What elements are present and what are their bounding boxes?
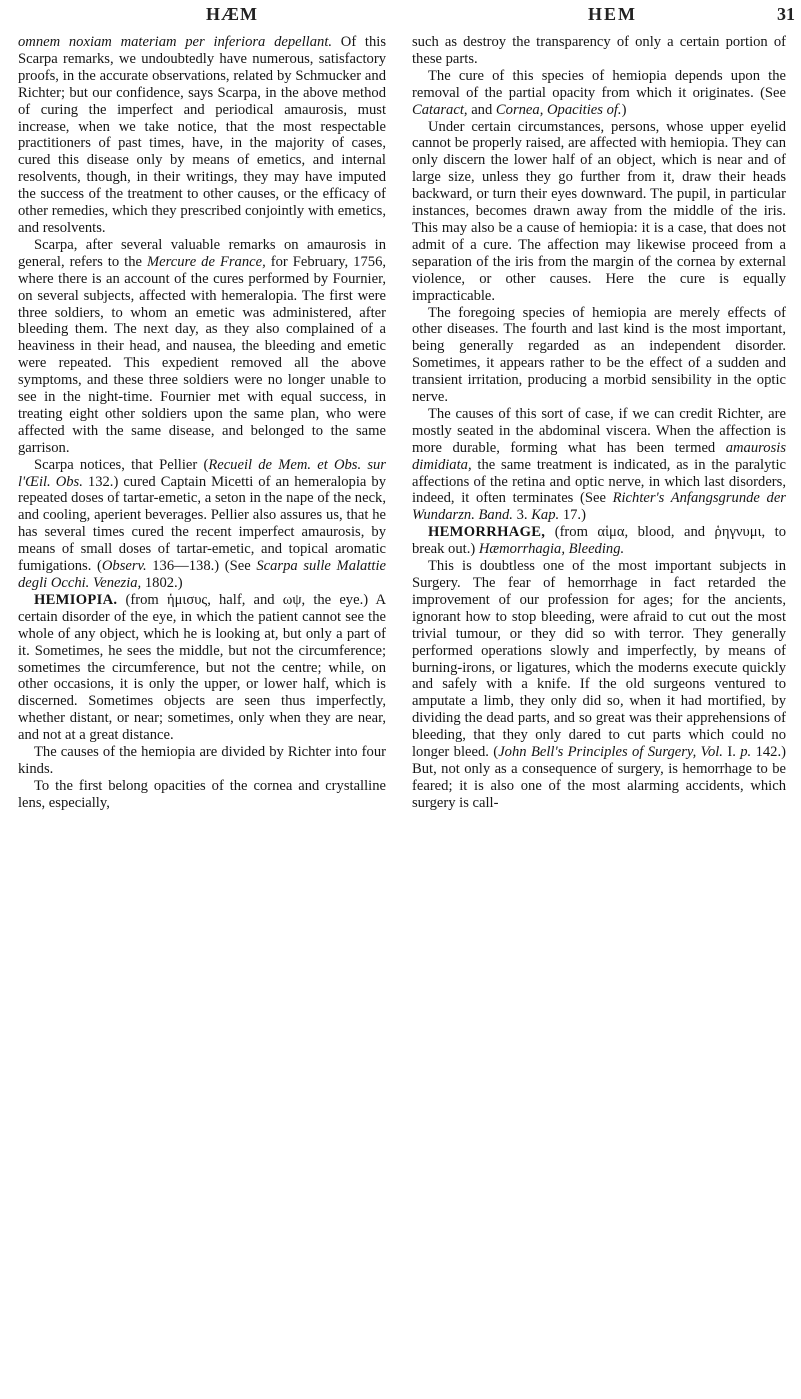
text-run: Under certain circumstances, persons, whose upper eyelid cannot be properly raised, are affected with hemiopia. They can only discern the lower half of an object, which is near and of large size, unless they go further from it, draw their heads backward, or turn their eyes downward. The pupil, in particular instances, becomes drawn away from the middle of the iris. This may also be a cause of hemiopia: it is a case, that does not admit of a cure. The affection may likewise proceed from a separation of the iris from the margin of the cornea by external violence, or other causes. Here the cure is equally impracticable. [412, 118, 786, 304]
entry-headword: HEMIOPIA. [34, 591, 118, 608]
italic-text: Recueil de Mem. et Obs. sur l'Œil. Obs. [18, 456, 386, 490]
paragraph [18, 34, 386, 237]
italic-text: Cataract, [412, 101, 468, 118]
paragraph [18, 237, 386, 457]
paragraph [412, 34, 786, 68]
italic-text: Mercure de France, [147, 253, 266, 270]
text-run: 3. [512, 507, 532, 524]
paragraph [18, 457, 386, 592]
header-right-word: HEM [588, 4, 637, 24]
text-run: The foregoing species of hemiopia are merely effects of other diseases. The fourth and last kind is the most important, being generally regarded as an independent disorder. Sometimes, it appears rather to be the effect of a sudden and transient irritation, producing a morbid sensibility in the optic nerve. [412, 304, 786, 406]
italic-text: Observ. [101, 558, 147, 575]
paragraph [412, 119, 786, 305]
text-run: Of this Scarpa remarks, we undoubtedly have numerous, satisfactory proofs, in the accurate observations, related by Schmucker and Richter; but our confidence, says Scarpa, in the above method of curing the imperfect and periodical amaurosis, must increase, when we take notice, that the most respectable practitioners of past times, have, in the majority of cases, cured this disease only by means of emetics, and internal resolvents, though, in their writings, they may have imputed the success of the treatment to other causes, or the efficacy of other remedies, which they prescribed conjointly with emetics, and resolvents. [18, 34, 387, 236]
paragraph [18, 778, 386, 812]
left-text-column [18, 34, 386, 812]
italic-text: Scarpa sulle Malattie degli Occhi. Venezia, [18, 558, 386, 591]
text-run: This is doubtless one of the most important subjects in Surgery. The fear of hemorrhage in fact retarded the improvement of our profession for ages; for the ancients, ignorant how to stop bleeding, were afraid to cut out the most trivial tumour, or they did so with terror. They generally performed operations slowly and imperfectly, by means of burning-irons, or ligatures, which the moderns execute quickly and safely with a knife. If the old surgeons ventured to amputate a limb, they only did so, when it had mortified, by dividing the dead parts, and so great was their apprehensions of bleeding, that they only dared to cut parts which could no longer bleed. ( [412, 558, 786, 761]
italic-text: Cornea, Opacities of. [495, 101, 622, 118]
paragraph [412, 68, 786, 119]
italic-text: Hæmorrhagia, Bleeding. [478, 541, 625, 558]
text-run: and [467, 101, 496, 118]
text-run: (from ἡμισυς, half, and ωψ, the eye.) A certain disorder of the eye, in which the patient cannot see the whole of any object, which he is looking at, but only a part of it. Sometimes, he sees the middle, but not the circumference; sometimes the circumference, but not the centre; while, on other occasions, it is only the upper, or lower half, which is discerned. Sometimes objects are seen thus imperfectly, whether distant, or near; sometimes, only when they are near, and not at a great distance. [18, 591, 386, 744]
italic-text: p. [740, 744, 752, 761]
italic-text: omnem noxiam materiam per inferiora depellant. [18, 34, 333, 50]
text-run: Scarpa notices, that Pellier ( [34, 456, 209, 473]
text-run: To the first belong opacities of the cornea and crystalline lens, especially, [18, 777, 386, 811]
italic-text: amaurosis dimidiata, [412, 439, 786, 473]
entry-headword: HEMORRHAGE, [428, 524, 546, 541]
text-run: 1802.) [141, 575, 183, 591]
text-run: 132.) cured Captain Micetti of an hemeralopia by repeated doses of tartar-emetic, a seton in the nape of the neck, and cooling, aperient beverages. Pellier also assures us, that he has several times cured the recent imperfect amaurosis, by means of small doses of tartar-emetic, and topical aromatic fumigations. ( [18, 473, 386, 575]
text-run: ) [621, 101, 627, 118]
text-run: 17.) [559, 507, 586, 524]
header-left-word: HÆM [206, 4, 258, 24]
paragraph [412, 524, 786, 558]
page-number: 31 [777, 4, 795, 24]
text-run: The causes of this sort of case, if we can credit Richter, are mostly seated in the abdominal viscera. When the affection is more durable, forming what has been termed [412, 405, 786, 456]
text-run: The cure of this species of hemiopia depends upon the removal of the partial opacity from which it originates. (See [412, 67, 786, 101]
text-run: Scarpa, after several valuable remarks on amaurosis in general, refers to the [18, 236, 386, 270]
text-run: (from αἱμα, blood, and ῥηγνυμι, to break out.) [412, 524, 786, 558]
paragraph [18, 592, 386, 744]
paragraph [412, 558, 786, 812]
right-text-column [412, 34, 786, 812]
text-run: I. [722, 744, 741, 761]
text-run: The causes of the hemiopia are divided by Richter into four kinds. [18, 744, 386, 777]
text-run: for February, 1756, where there is an account of the cures performed by Fournier, on several subjects, affected with hemeralopia. The first were three soldiers, to whom an emetic was administered, after bleeding them. The next day, as they also complained of a heaviness in their head, and nausea, the bleeding and emetic were repeated. This expedient removed all the above symptoms, and these three soldiers were no longer unable to see in the night-time. Fournier met with equal success, in treating eight other soldiers upon the same plan, who were affected with the same disease, and belonged to the same garrison. [18, 253, 387, 456]
italic-text: Richter's Anfangsgrunde der Wundarzn. Band. [412, 490, 786, 524]
text-run: such as destroy the transparency of only a certain portion of these parts. [412, 34, 786, 67]
text-run: 136—138.) (See [146, 558, 257, 575]
paragraph [18, 744, 386, 778]
paragraph [412, 406, 786, 524]
running-header [0, 4, 801, 28]
italic-text: John Bell's Principles of Surgery, Vol. [498, 744, 723, 761]
italic-text: Kap. [531, 507, 560, 524]
text-run: the same treatment is indicated, as in the paralytic affections of the retina and optic nerve, in which last disorders, indeed, it often terminates (See [412, 456, 786, 507]
text-run: 142.) But, not only as a consequence of surgery, is hemorrhage to be feared; it is also one of the most alarming accidents, which surgery is call- [412, 744, 786, 811]
paragraph [412, 305, 786, 406]
